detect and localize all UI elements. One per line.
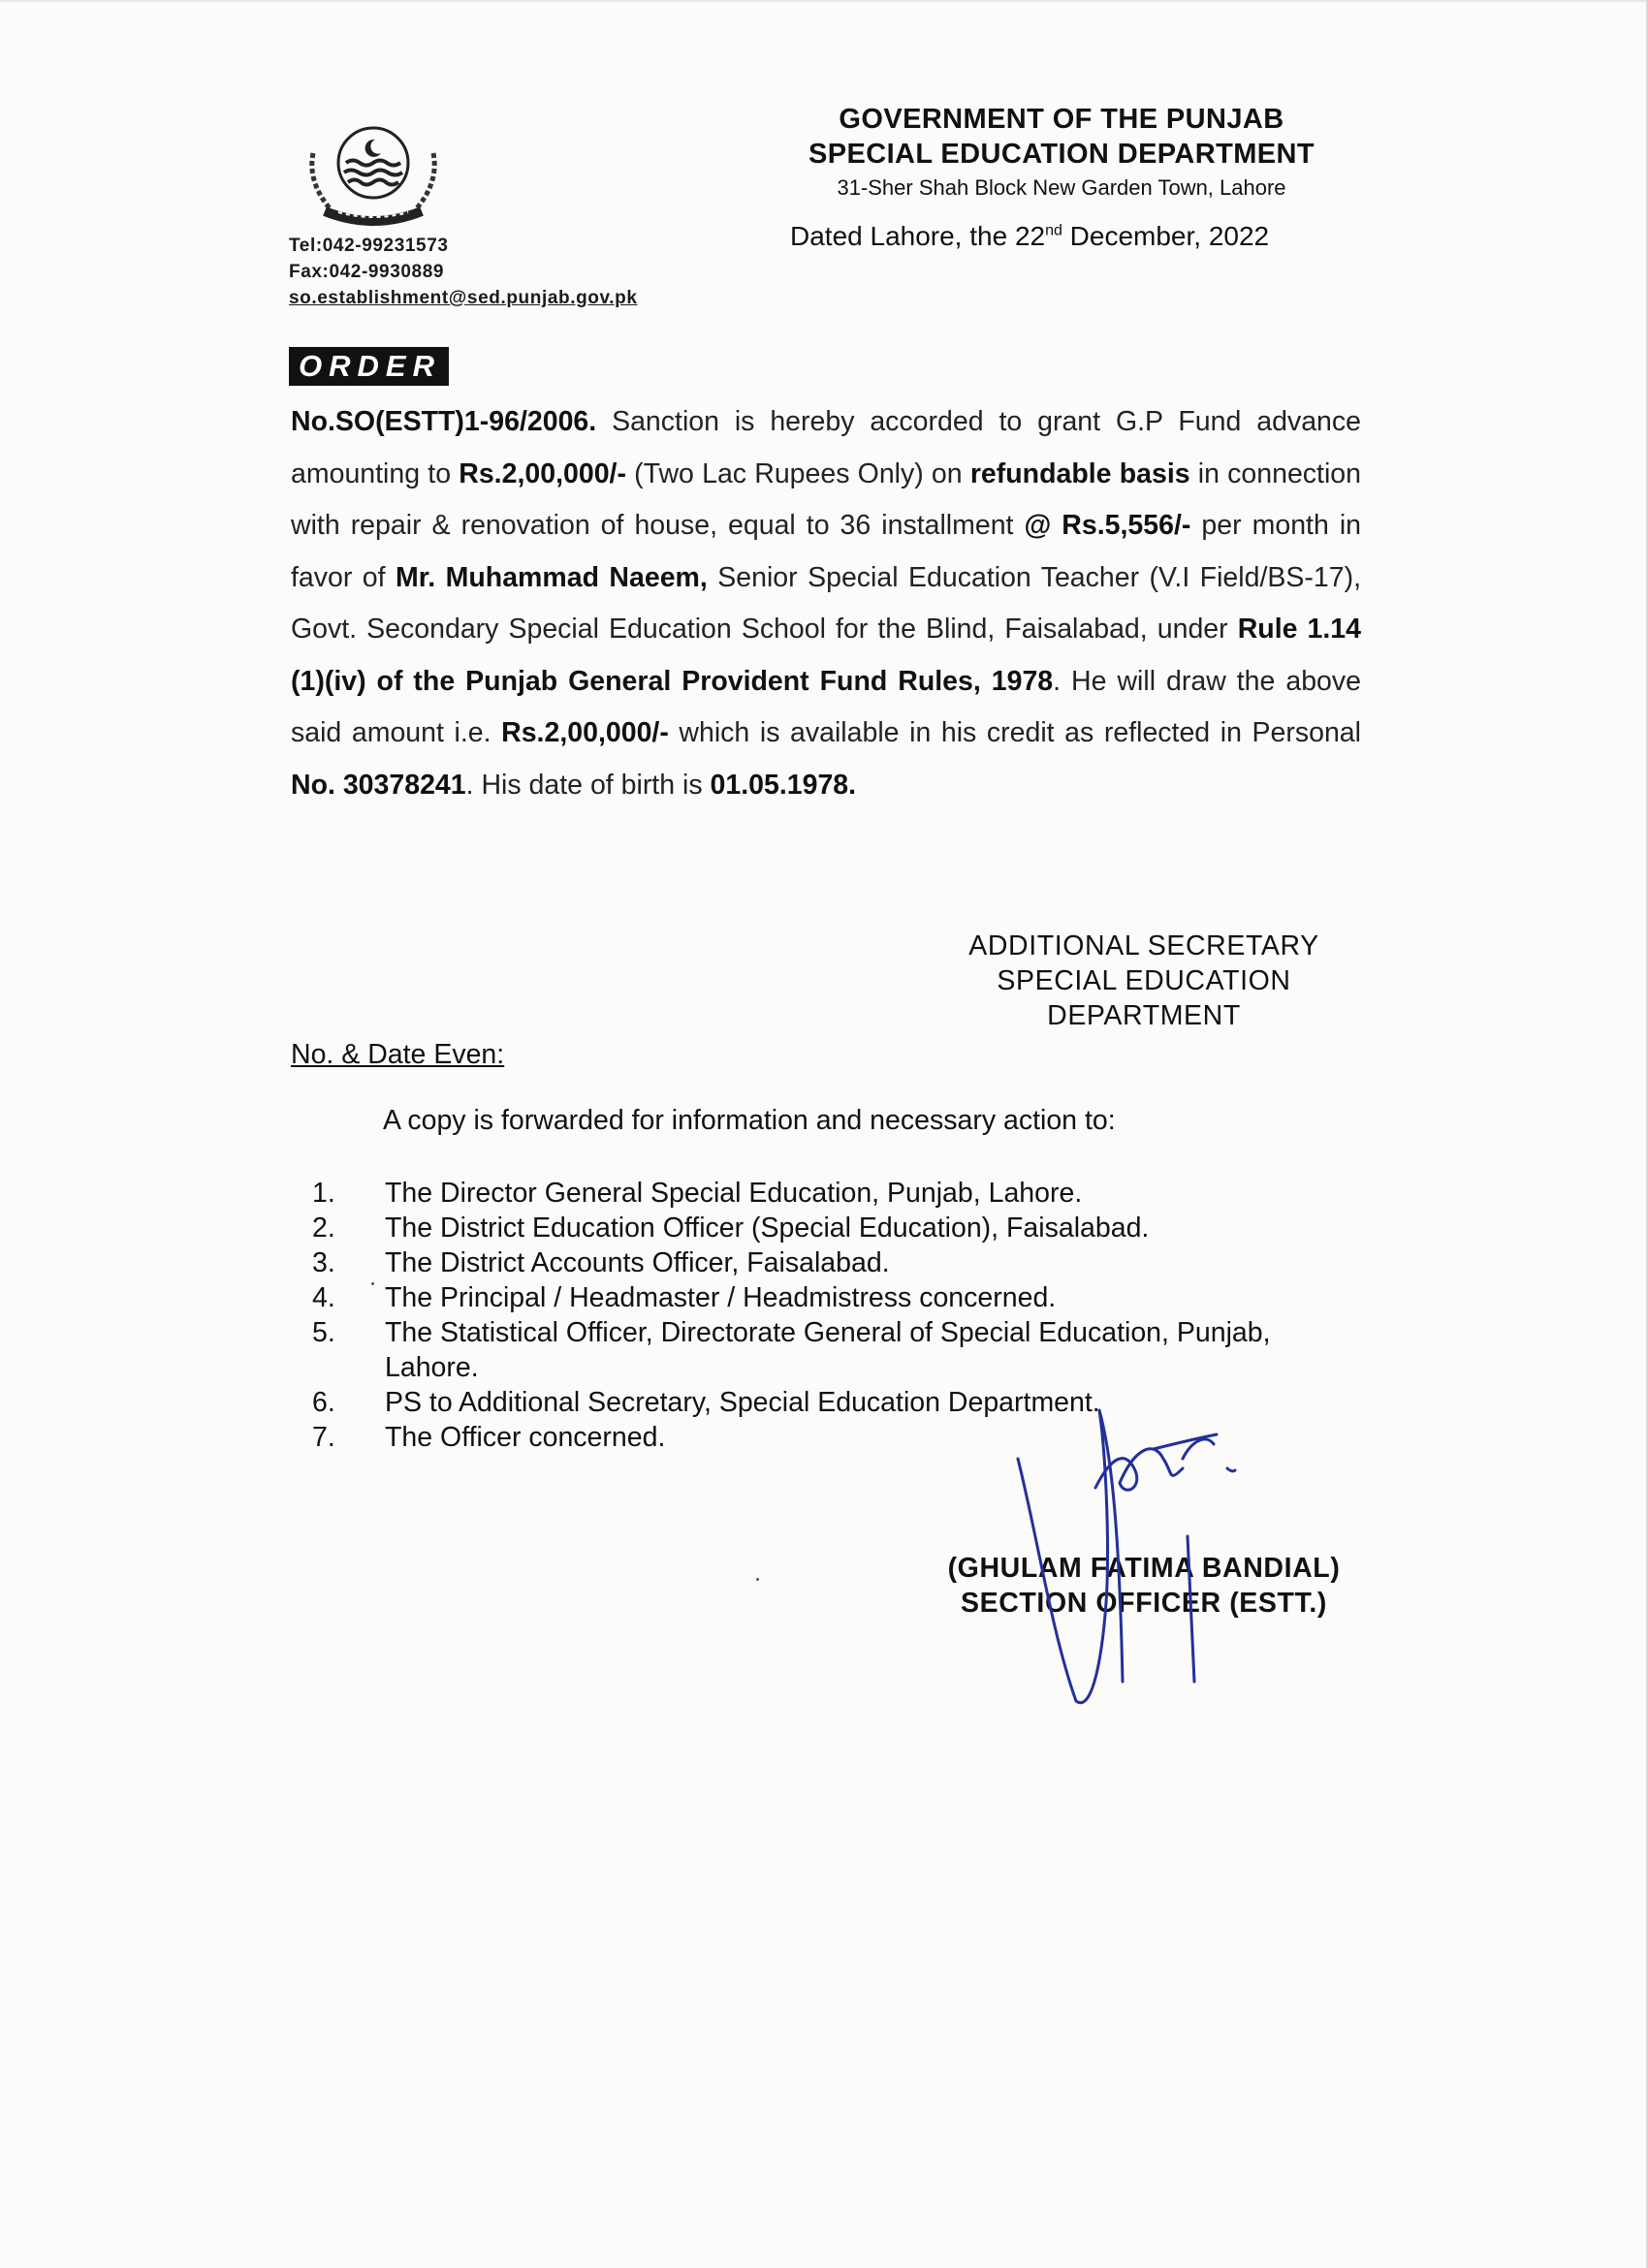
body-text-6: . He will draw the above said amount i.e. [291, 665, 1361, 748]
list-item [312, 1211, 1369, 1245]
telephone: Tel:042-99231573 [289, 236, 449, 256]
list-text: The Officer concerned. [385, 1422, 666, 1453]
scan-speck [756, 1578, 759, 1581]
list-number: 2. [312, 1213, 335, 1244]
installment-amount: @ Rs.5,556/- [1024, 510, 1191, 541]
order-heading: ORDER [289, 347, 449, 386]
rule-reference: Rule 1.14 (1)(iv) of the Punjab General Provident Fund Rules, 1978 [291, 614, 1361, 697]
list-item [312, 1245, 1369, 1280]
date-rest: December, 2022 [1062, 221, 1270, 251]
list-number: 6. [312, 1387, 335, 1418]
letterhead [756, 102, 1367, 203]
body-text-8: . His date of birth is [465, 769, 711, 801]
list-number: 5. [312, 1317, 335, 1348]
advance-amount: Rs.2,00,000/- [459, 457, 626, 489]
date-of-birth: 01.05.1978. [710, 769, 857, 801]
additional-secretary-block [931, 929, 1357, 1033]
handwritten-signature-icon [998, 1391, 1260, 1720]
list-item [312, 1280, 1369, 1315]
body-text-1: Sanction is hereby accorded to grant G.P Fund advance amounting to [291, 406, 1361, 489]
list-number: 4. [312, 1282, 335, 1313]
order-body [291, 396, 1361, 811]
secretary-line-2: SPECIAL EDUCATION [997, 965, 1291, 996]
officer-name: (GHULAM FATIMA BANDIAL) [947, 1553, 1341, 1584]
list-text: PS to Additional Secretary, Special Education Department. [385, 1387, 1100, 1418]
secretary-line-1: ADDITIONAL SECRETARY [968, 930, 1319, 961]
refundable-basis: refundable basis [969, 457, 1190, 489]
no-date-even-label: No. & Date Even: [291, 1039, 505, 1070]
list-text: The Principal / Headmaster / Headmistress concerned. [385, 1282, 1057, 1313]
list-text: The District Accounts Officer, Faisalabad. [385, 1247, 890, 1278]
department-title: SPECIAL EDUCATION DEPARTMENT [808, 139, 1315, 170]
body-text-4: per month in favor of [291, 510, 1361, 593]
body-text-7: which is available in his credit as reflected in Personal [668, 717, 1361, 748]
date-prefix: Dated Lahore, the 22 [790, 221, 1046, 251]
contact-block [289, 233, 638, 311]
body-text-5: Senior Special Education Teacher (V.I Field/BS-17), Govt. Secondary Special Education School for the Blind, Faisalabad, under [291, 561, 1361, 645]
secretary-line-3: DEPARTMENT [1047, 1000, 1241, 1031]
list-text: The District Education Officer (Special Education), Faisalabad. [385, 1213, 1150, 1244]
list-item [312, 1176, 1369, 1211]
date-ordinal: nd [1045, 222, 1062, 239]
forward-text: A copy is forwarded for information and necessary action to: [383, 1105, 1116, 1136]
employee-name: Mr. Muhammad Naeem, [396, 561, 708, 593]
personal-number: No. 30378241 [291, 769, 466, 801]
scan-top-edge [0, 0, 1648, 2]
list-number: 7. [312, 1422, 335, 1453]
reference-number: No.SO(ESTT)1-96/2006. [291, 406, 597, 437]
dated-line [790, 221, 1269, 252]
body-text-3: in connection with repair & renovation of house, equal to 36 installment [291, 457, 1362, 541]
list-number: 1. [312, 1178, 335, 1209]
list-text: The Statistical Officer, Directorate General of Special Education, Punjab, Lahore. [385, 1317, 1271, 1383]
body-text-2: (Two Lac Rupees Only) on [625, 457, 970, 489]
list-number: 3. [312, 1247, 335, 1278]
officer-title: SECTION OFFICER (ESTT.) [961, 1588, 1327, 1619]
draw-amount: Rs.2,00,000/- [501, 717, 669, 748]
department-address: 31-Sher Shah Block New Garden Town, Lahore [837, 175, 1286, 200]
fax: Fax:042-9930889 [289, 262, 445, 282]
list-item [312, 1315, 1369, 1385]
punjab-emblem-icon [296, 114, 451, 240]
list-text: The Director General Special Education, Punjab, Lahore. [385, 1178, 1083, 1209]
email-link[interactable]: so.establishment@sed.punjab.gov.pk [289, 288, 638, 308]
scan-speck [371, 1282, 374, 1285]
government-title: GOVERNMENT OF THE PUNJAB [839, 104, 1284, 135]
